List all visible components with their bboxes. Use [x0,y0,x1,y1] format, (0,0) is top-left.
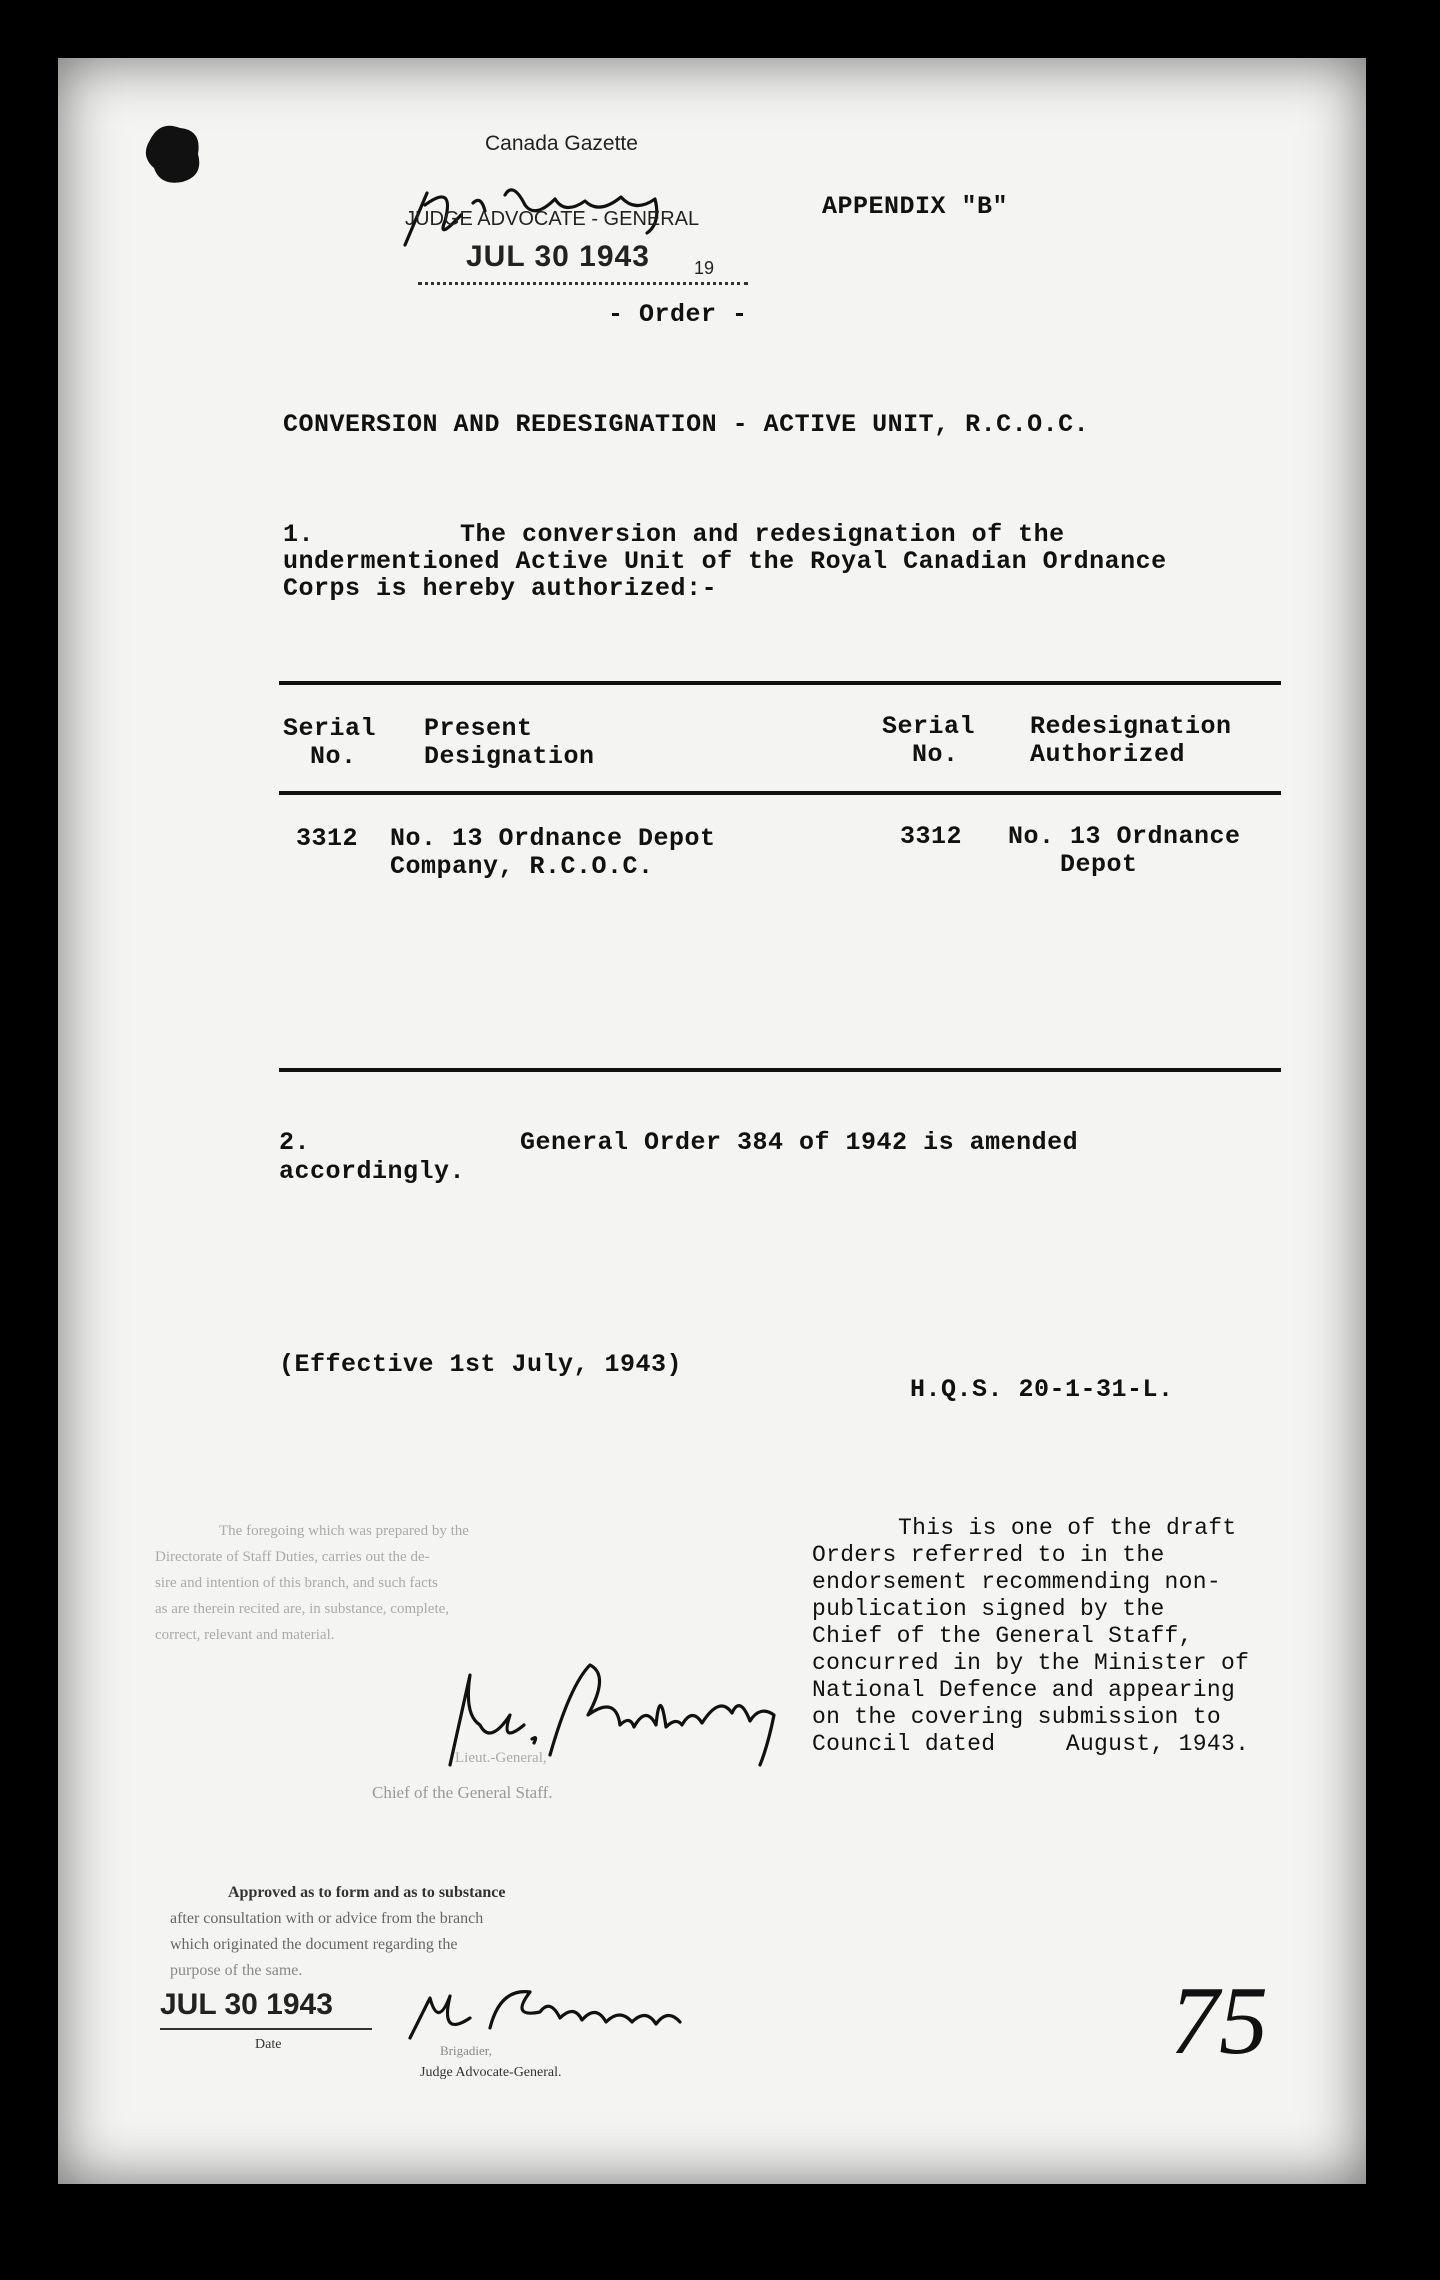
table-header-rule [279,791,1281,795]
cgs-text-line: sire and intention of this branch, and such facts [155,1575,438,1591]
para1-line1: The conversion and redesignation of the [460,520,1065,549]
draft-note-line: endorsement recommending non- [812,1569,1221,1595]
jag-signer: Brigadier, [440,2043,492,2058]
header-serial2-line2: No. [912,740,959,769]
cgs-text-line: Directorate of Staff Duties, carries out the de- [155,1549,430,1565]
row-serial1: 3312 [296,824,359,853]
jag-text-line: after consultation with or advice from the branch [170,1910,484,1927]
draft-note-line: on the covering submission to [812,1704,1221,1730]
row-serial2: 3312 [900,822,963,851]
jag-text-line: which originated the document regarding the [170,1936,458,1953]
header-serial1-line1: Serial [283,714,377,743]
ink-blot [140,120,210,190]
cgs-title: Chief of the General Staff. [372,1783,553,1802]
appendix-label: APPENDIX "B" [822,192,1009,221]
draft-note-line: Chief of the General Staff, [812,1623,1193,1649]
date-line [160,2028,372,2030]
jag-text-line: Approved as to form and as to substance [228,1884,506,1901]
para2-line2: accordingly. [279,1157,466,1186]
para1-number: 1. [283,520,315,549]
draft-note-line: National Defence and appearing [812,1677,1236,1703]
para2-number: 2. [279,1128,311,1157]
stamp-date: JUL 30 1943 [466,240,650,273]
draft-note-line: This is one of the draft [898,1515,1237,1541]
cgs-text-line: as are therein recited are, in substance, complete, [155,1601,450,1617]
date-label: Date [255,2037,282,2052]
cgs-text-line: correct, relevant and material. [155,1627,335,1643]
cgs-certification [155,1518,647,1648]
row-redesig-line1: No. 13 Ordnance [1008,822,1241,851]
jag-title: Judge Advocate-General. [420,2065,562,2080]
header-serial1-line2: No. [310,742,357,771]
header-redesig-line2: Authorized [1030,740,1186,769]
row-redesig-line2: Depot [1060,850,1138,879]
effective-date: (Effective 1st July, 1943) [279,1350,683,1379]
stamp-dotted-line [418,282,748,285]
row-present-line1: No. 13 Ordnance Depot [390,824,716,853]
table-top-rule [279,681,1281,685]
page-number: 75 [1170,1967,1268,2075]
draft-note-line: Council dated August, 1943. [812,1731,1250,1757]
para1-line2: undermentioned Active Unit of the Royal Canadian Ordnance [283,547,1167,576]
table-bottom-rule [279,1068,1281,1072]
jag-office-stamp: JUDGE ADVOCATE - GENERAL [405,208,700,230]
file-reference: H.Q.S. 20-1-31-L. [910,1375,1174,1404]
stamp-year-suffix: 19 [694,258,715,278]
canada-gazette-label: Canada Gazette [485,132,638,155]
draft-note-line: Orders referred to in the [812,1542,1165,1568]
draft-note [812,1515,1249,1758]
jag-text-line: purpose of the same. [170,1962,303,1979]
jag-stamp-date: JUL 30 1943 [160,1988,333,2021]
para2-line1: General Order 384 of 1942 is amended [520,1128,1079,1157]
jag-approval [170,1880,652,1984]
draft-note-line: publication signed by the [812,1596,1165,1622]
header-redesig-line1: Redesignation [1030,712,1232,741]
cgs-text-line: The foregoing which was prepared by the [219,1523,469,1539]
header-present-line2: Designation [424,742,595,771]
header-present-line1: Present [424,714,533,743]
draft-note-line: concurred in by the Minister of [812,1650,1250,1676]
subject-heading: CONVERSION AND REDESIGNATION - ACTIVE UNIT, R.C.O.C. [283,410,1090,439]
cgs-rank: Lieut.-General, [455,1750,547,1766]
para1-line3: Corps is hereby authorized:- [283,574,718,603]
row-present-line2: Company, R.C.O.C. [390,852,654,881]
order-title: - Order - [608,300,748,329]
header-serial2-line1: Serial [882,712,976,741]
document-page [58,58,1366,2184]
